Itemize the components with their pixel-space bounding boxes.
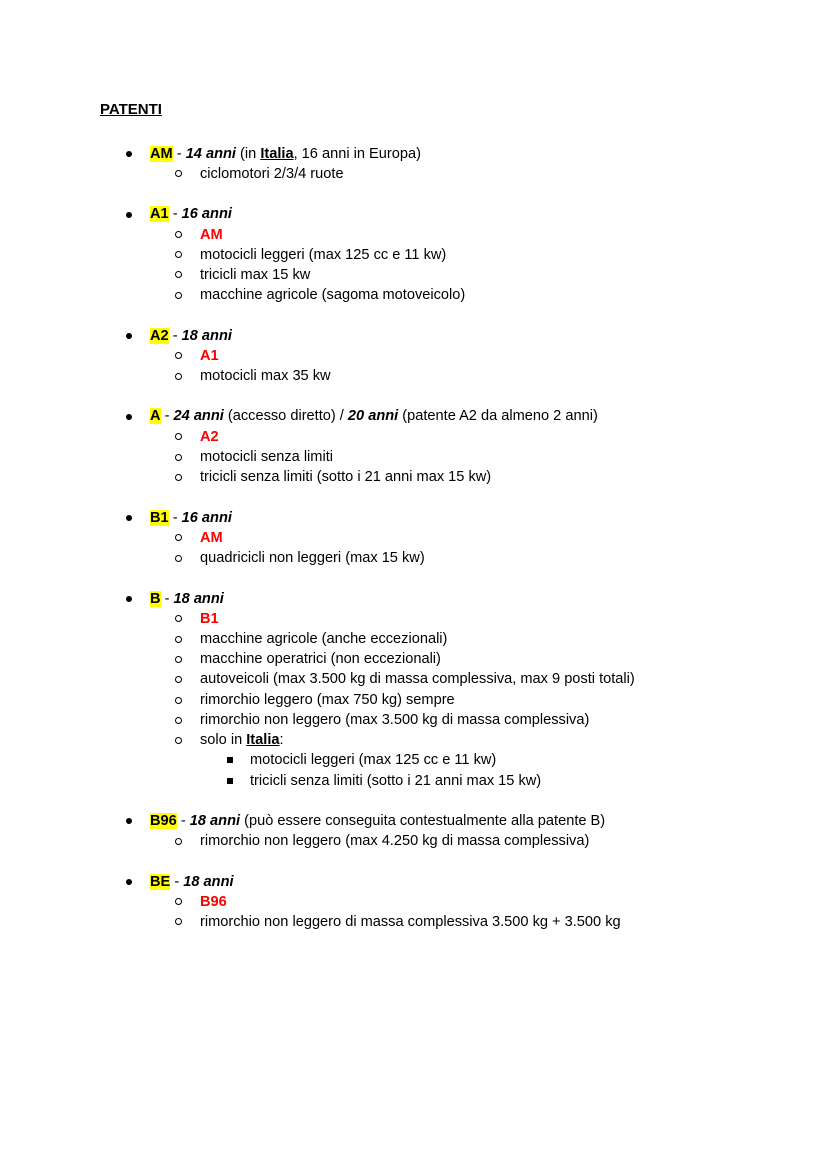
bullet-icon xyxy=(126,818,132,824)
included-license: A2 xyxy=(200,429,219,445)
license-b-heading: B - 18 anni xyxy=(150,591,224,607)
bullet-icon xyxy=(126,151,132,157)
sub-bullet-icon xyxy=(175,271,182,278)
license-code: A xyxy=(150,408,161,424)
sub-sub-bullet-icon xyxy=(227,757,233,763)
list-item: rimorchio non leggero di massa complessiva 3.500 kg + 3.500 kg xyxy=(200,914,621,930)
list-item: quadricicli non leggeri (max 15 kw) xyxy=(200,550,425,566)
sub-bullet-icon xyxy=(175,717,182,724)
list-item: motocicli leggeri (max 125 cc e 11 kw) xyxy=(250,752,497,768)
license-code: B96 xyxy=(150,813,177,829)
list-item: motocicli senza limiti xyxy=(200,449,333,465)
license-a2-heading: A2 - 18 anni xyxy=(150,328,232,344)
sub-bullet-icon xyxy=(175,251,182,258)
list-item: tricicli max 15 kw xyxy=(200,267,311,283)
license-age: 18 anni xyxy=(183,874,234,890)
license-b1-heading: B1 - 16 anni xyxy=(150,510,232,526)
sub-bullet-icon xyxy=(175,170,182,177)
license-code: A1 xyxy=(150,206,169,222)
license-age: 16 anni xyxy=(181,510,232,526)
license-code: AM xyxy=(150,146,173,162)
license-a-heading: A - 24 anni (accesso diretto) / 20 anni (patente A2 da almeno 2 anni) xyxy=(150,408,598,424)
list-item: tricicli senza limiti (sotto i 21 anni max 15 kw) xyxy=(250,773,542,789)
sub-bullet-icon xyxy=(175,615,182,622)
sub-bullet-icon xyxy=(175,676,182,683)
sub-bullet-icon xyxy=(175,656,182,663)
included-license: B1 xyxy=(200,611,219,627)
list-item: macchine agricole (anche eccezionali) xyxy=(200,631,448,647)
license-am-heading: AM - 14 anni (in Italia, 16 anni in Europa) xyxy=(150,146,421,162)
license-code: B1 xyxy=(150,510,169,526)
list-item: autoveicoli (max 3.500 kg di massa complessiva, max 9 posti totali) xyxy=(200,671,635,687)
list-item: rimorchio leggero (max 750 kg) sempre xyxy=(200,692,455,708)
page-title: PATENTI xyxy=(100,101,162,118)
license-a1-heading: A1 - 16 anni xyxy=(150,206,232,222)
license-code: B xyxy=(150,591,161,607)
license-b96-heading: B96 - 18 anni (può essere conseguita contestualmente alla patente B) xyxy=(150,813,606,829)
list-item: rimorchio non leggero (max 4.250 kg di massa complessiva) xyxy=(200,833,590,849)
sub-bullet-icon xyxy=(175,433,182,440)
license-age: 16 anni xyxy=(181,206,232,222)
included-license: AM xyxy=(200,530,223,546)
sub-bullet-icon xyxy=(175,555,182,562)
sub-bullet-icon xyxy=(175,918,182,925)
license-code: BE xyxy=(150,874,171,890)
sub-bullet-icon xyxy=(175,534,182,541)
bullet-icon xyxy=(126,333,132,339)
license-age: 18 anni xyxy=(181,328,232,344)
list-item: ciclomotori 2/3/4 ruote xyxy=(200,166,344,182)
license-age: 24 anni xyxy=(173,408,224,424)
sub-bullet-icon xyxy=(175,697,182,704)
sub-bullet-icon xyxy=(175,737,182,744)
bullet-icon xyxy=(126,414,132,420)
list-item: macchine operatrici (non eccezionali) xyxy=(200,651,441,667)
included-license: AM xyxy=(200,227,223,243)
license-be-heading: BE - 18 anni xyxy=(150,874,234,890)
sub-bullet-icon xyxy=(175,352,182,359)
list-item: macchine agricole (sagoma motoveicolo) xyxy=(200,287,466,303)
sub-sub-bullet-icon xyxy=(227,778,233,784)
sub-bullet-icon xyxy=(175,898,182,905)
list-item: solo in Italia: xyxy=(200,732,284,748)
sub-bullet-icon xyxy=(175,231,182,238)
list-item: tricicli senza limiti (sotto i 21 anni max 15 kw) xyxy=(200,469,492,485)
sub-bullet-icon xyxy=(175,373,182,380)
list-item: motocicli leggeri (max 125 cc e 11 kw) xyxy=(200,247,447,263)
included-license: B96 xyxy=(200,894,227,910)
sub-bullet-icon xyxy=(175,474,182,481)
sub-bullet-icon xyxy=(175,454,182,461)
sub-bullet-icon xyxy=(175,636,182,643)
license-age: 18 anni xyxy=(173,591,224,607)
bullet-icon xyxy=(126,515,132,521)
list-item: rimorchio non leggero (max 3.500 kg di massa complessiva) xyxy=(200,712,590,728)
sub-bullet-icon xyxy=(175,838,182,845)
bullet-icon xyxy=(126,212,132,218)
license-age: 18 anni xyxy=(189,813,241,829)
license-age: 14 anni xyxy=(185,146,236,162)
bullet-icon xyxy=(126,879,132,885)
bullet-icon xyxy=(126,596,132,602)
sub-bullet-icon xyxy=(175,292,182,299)
license-code: A2 xyxy=(150,328,169,344)
included-license: A1 xyxy=(200,348,219,364)
list-item: motocicli max 35 kw xyxy=(200,368,331,384)
